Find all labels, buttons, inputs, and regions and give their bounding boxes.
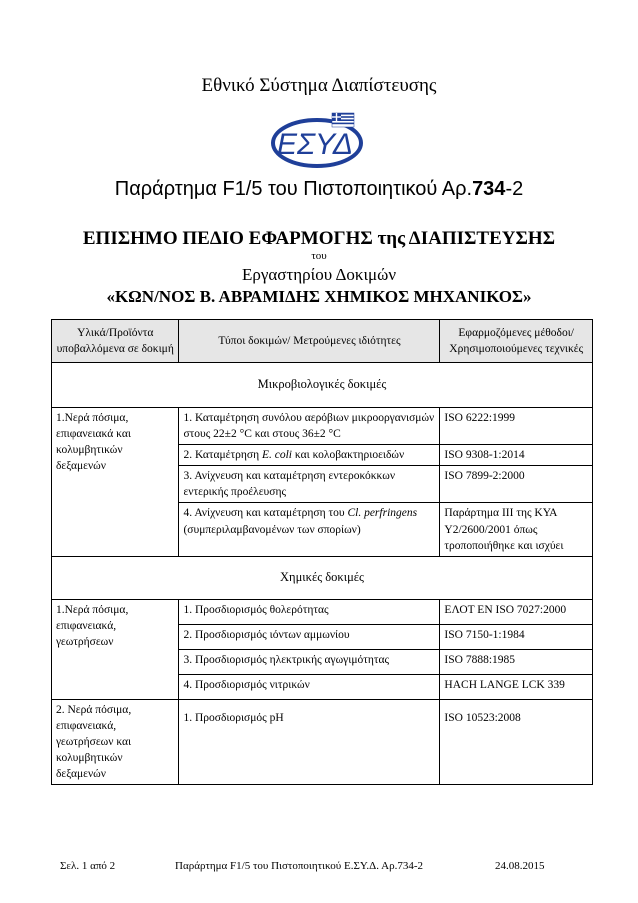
- column-header-materials: Υλικά/Προϊόντα υποβαλλόμενα σε δοκιμή: [52, 320, 179, 363]
- method-cell: HACH LANGE LCK 339: [440, 674, 593, 699]
- test-cell: 4. Προσδιορισμός νιτρικών: [179, 674, 440, 699]
- accreditation-scope-table: [51, 319, 593, 785]
- method-cell: Παράρτημα III της ΚΥΑ Υ2/2600/2001 όπως τροποποιήθηκε και ισχύει: [440, 503, 593, 556]
- test-cell: 3. Προσδιορισμός ηλεκτρικής αγωγιμότητας: [179, 649, 440, 674]
- method-cell: ΕΛΟΤ EN ISO 7027:2000: [440, 599, 593, 624]
- test-cell: 1. Προσδιορισμός θολερότητας: [179, 599, 440, 624]
- esyd-logo: [269, 110, 369, 170]
- test-cell: 2. Προσδιορισμός ιόντων αμμωνίου: [179, 624, 440, 649]
- annex-suffix: -2: [505, 178, 524, 200]
- method-cell: ISO 7888:1985: [440, 649, 593, 674]
- material-cell: 1.Νερά πόσιμα, επιφανειακά, γεωτρήσεων: [52, 599, 179, 699]
- section-row: [52, 363, 593, 408]
- test-cell: 1. Προσδιορισμός pH: [179, 699, 440, 784]
- test-cell: 4. Ανίχνευση και καταμέτρηση του Cl. perfringens (συμπεριλαμβανομένων των σπορίων): [179, 503, 440, 556]
- greek-flag-icon: [332, 113, 354, 127]
- material-cell: 2. Νερά πόσιμα, επιφανειακά, γεωτρήσεων και κολυμβητικών δεξαμενών: [52, 699, 179, 784]
- method-cell: ISO 9308-1:2014: [440, 445, 593, 466]
- method-cell: ISO 10523:2008: [440, 699, 593, 784]
- table-row: [52, 599, 593, 624]
- column-header-methods: Εφαρμοζόμενες μέθοδοι/ Χρησιμοποιούμενες τεχνικές: [440, 320, 593, 363]
- lab-name: Εργαστηρίου Δοκιμών: [241, 265, 397, 284]
- footer-date: 24.08.2015: [495, 860, 545, 872]
- section-row: [52, 556, 593, 599]
- annex-prefix: Παράρτημα F1/5 του Πιστοποιητικού Αρ.: [114, 178, 473, 200]
- annex-number: 734: [472, 178, 506, 200]
- test-cell: 2. Καταμέτρηση E. coli και κολοβακτηριοειδών: [179, 445, 440, 466]
- organization-name: Εθνικό Σύστημα Διαπίστευσης: [201, 75, 437, 96]
- table-header-row: [52, 320, 593, 363]
- test-cell: 3. Ανίχνευση και καταμέτρηση εντεροκόκκων εντερικής προέλευσης: [179, 466, 440, 503]
- method-cell: ISO 6222:1999: [440, 408, 593, 445]
- footer-page-number: Σελ. 1 από 2: [60, 860, 116, 872]
- method-cell: ISO 7150-1:1984: [440, 624, 593, 649]
- lab-title: «ΚΩΝ/ΝΟΣ Β. ΑΒΡΑΜΙΔΗΣ ΧΗΜΙΚΟΣ ΜΗΧΑΝΙΚΟΣ»: [106, 287, 532, 306]
- method-cell: ISO 7899-2:2000: [440, 466, 593, 503]
- material-cell: 1.Νερά πόσιμα, επιφανειακά και κολυμβητικών δεξαμενών: [52, 408, 179, 557]
- annex-title: [0, 178, 638, 201]
- of-label: του: [311, 250, 327, 262]
- footer-document: Παράρτημα F1/5 του Πιστοποιητικού Ε.ΣΥ.Δ. Αρ.734-2: [175, 860, 423, 872]
- table-row: [52, 699, 593, 784]
- column-header-tests: Τύποι δοκιμών/ Μετρούμενες ιδιότητες: [179, 320, 440, 363]
- section-title-microbiological: Μικροβιολογικές δοκιμές: [52, 363, 593, 408]
- scope-title: ΕΠΙΣΗΜΟ ΠΕΔΙΟ ΕΦΑΡΜΟΓΗΣ της ΔΙΑΠΙΣΤΕΥΣΗΣ: [82, 228, 556, 249]
- test-cell: 1. Καταμέτρηση συνόλου αερόβιων μικροοργανισμών στους 22±2 °C και στους 36±2 °C: [179, 408, 440, 445]
- table-row: [52, 408, 593, 445]
- section-title-chemical: Χημικές δοκιμές: [52, 556, 593, 599]
- svg-text:ΕΣΥΔ: ΕΣΥΔ: [277, 128, 353, 161]
